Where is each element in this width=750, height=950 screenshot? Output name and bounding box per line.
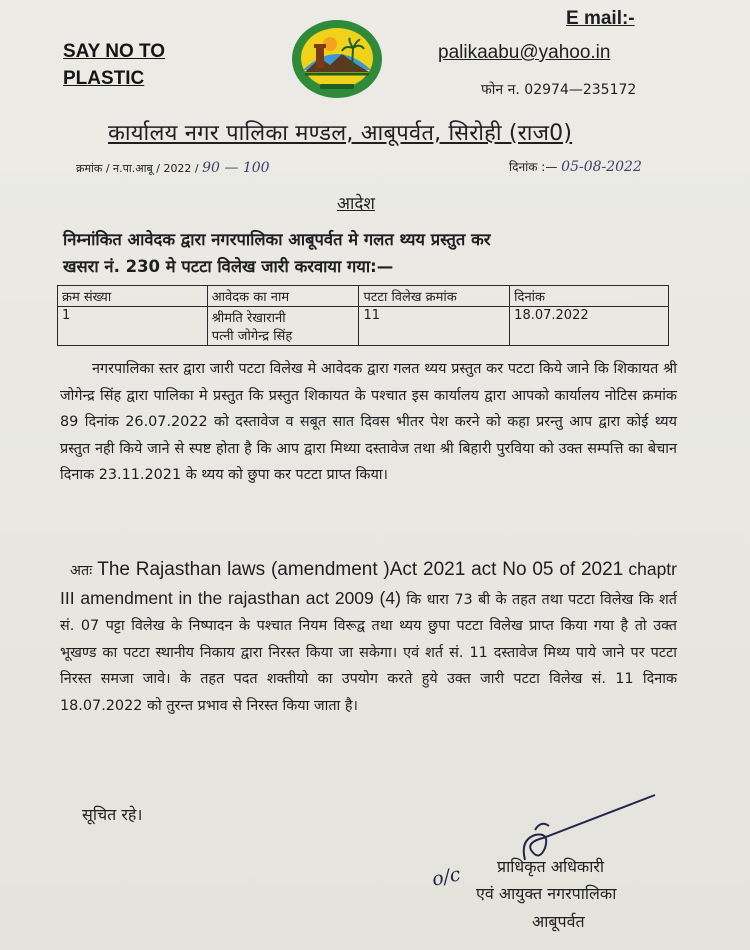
office-title: कार्यालय नगर पालिका मण्डल, आबूपर्वत, सिरोही (राज0) [108, 121, 573, 146]
paragraph2-english-1: The Rajasthan laws (amendment )Act 2021 act No 05 of 2021 [97, 559, 624, 580]
paragraph2-prefix: अतः [70, 563, 93, 579]
reference-handwritten: 90 — 100 [202, 160, 270, 176]
intro-line2: खसरा नं. 230 मे पटटा विलेख जारी करवाया गया:— [63, 257, 394, 276]
table-header-cell: क्रम संख्या [58, 286, 208, 307]
table-row [58, 307, 669, 346]
table-cell-date: 18.07.2022 [510, 307, 669, 346]
intro-text [63, 226, 678, 280]
signatory-line3: आबूपर्वत [532, 912, 585, 931]
applicant-name: श्रीमति रेखारानी [211, 311, 286, 326]
date-label: दिनांक :— [509, 160, 558, 174]
reference-label: क्रमांक / न.पा.आबू / 2022 / [76, 162, 199, 175]
table-header-row [58, 286, 669, 307]
table-cell-name [207, 307, 359, 346]
table-cell-sno: 1 [58, 307, 208, 346]
applicant-table [57, 285, 669, 346]
phone-number: फोन न. 02974—235172 [481, 82, 637, 98]
reference-number [76, 160, 270, 176]
slogan-line2: PLASTIC [63, 68, 145, 89]
date-handwritten: 05-08-2022 [561, 159, 642, 175]
signatory-line2: एवं आयुक्त नगरपालिका [476, 884, 617, 903]
email-label: E mail:- [566, 8, 635, 29]
issue-date [509, 158, 642, 175]
slogan-line1: SAY NO TO [63, 41, 166, 62]
paragraph2-english-2: chaptr III amendment in the rajasthan act 2009 (4) [60, 559, 677, 608]
intro-line1: निम्नांकित आवेदक द्वारा नगरपालिका आबूपर्वत मे गलत थ्यय प्रस्तुत कर [63, 230, 491, 249]
body-paragraph-2 [60, 556, 677, 719]
email-address: palikaabu@yahoo.in [438, 42, 611, 63]
table-header-cell: पटटा विलेख क्रमांक [359, 286, 510, 307]
body-paragraph-1 [60, 356, 677, 489]
paragraph1-text: नगरपालिका स्तर द्वारा जारी पटटा विलेख मे आवेदक द्वारा गलत थ्यय प्रस्तुत कर पटटा किये जाने कि शिकायत श्री जोगेन्द्र सिंह द्वारा पालिका मे प्रस्तुत कि प्रस्तुत शिकायत के पश्चात इस कार्यालय द्वारा आपको कार्यालय नोटिस क्रमांक 89 दिनांक 26.07.2022 को दस्तावेज व सबूत सात दिवस भीतर पेश करने को कहा प्ररन्तु आप द्वारा कोई थ्यय प्रस्तुत नही किये जाने से स्पष्ट होता है कि आप द्वारा मिथ्या दस्तावेज तथा श्री बिहारी पुरविया को उक्त सम्पत्ति का बेचान दिनाक 23.11.2021 के थ्यय को छुपा कर पटटा प्राप्त किया। [60, 361, 677, 483]
paragraph2-rest: कि धारा 73 बी के तहत तथा पटटा विलेख कि शर्त सं. 07 पट्टा विलेख के निष्पादन के पश्चात नियम विरूद्व तथा थ्यय छुपा पटटा विलेख प्राप्त किया गया है तो उक्त भूखण्ड का पटटा स्थानीय निकाय द्वारा निरस्त किया जा सकेगा। एवं शर्त सं. 11 दस्तावेज मिथ्य पाये जाने पर पटटा निरस्त समजा जावे। के तहत पदत शक्तीयो का उपयोग करते हुये उक्त जारी पटटा विलेख सं. 11 दिनाक 18.07.2022 को तुरन्त प्रभाव से निरस्त किया जाता है। [60, 591, 677, 714]
oc-handwritten: o/c [430, 863, 463, 891]
applicant-relation: पत्नी जोगेन्द्र सिंह [211, 329, 293, 344]
table-header-cell: आवेदक का नाम [207, 286, 359, 307]
informed-note: सूचित रहे। [82, 805, 143, 824]
slogan [63, 38, 165, 92]
order-title: आदेश [337, 194, 375, 214]
signatory-line1: प्राधिकृत अधिकारी [497, 857, 605, 876]
table-cell-deed: 11 [359, 307, 510, 346]
table-header-cell: दिनांक [510, 286, 669, 307]
municipal-logo [290, 18, 384, 100]
